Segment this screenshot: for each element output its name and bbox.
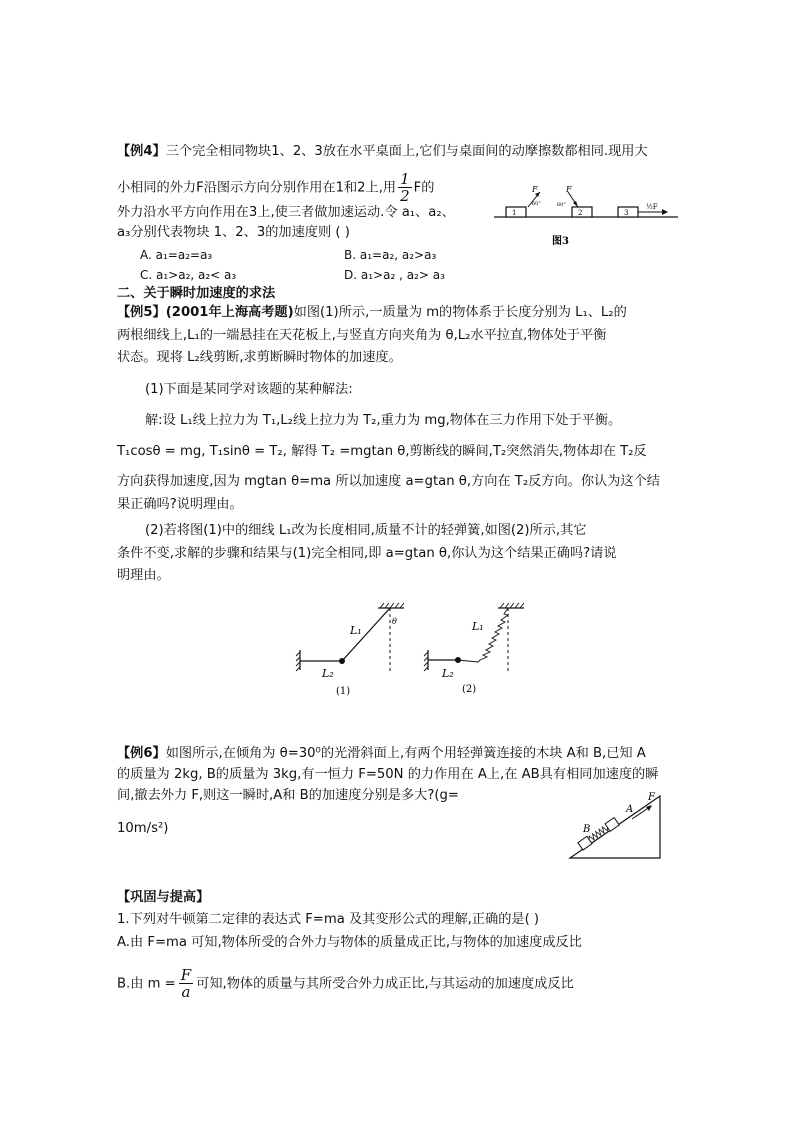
review-q1: 1.下列对牛顿第二定律的表达式 F=ma 及其变形公式的理解,正确的是( )	[117, 912, 540, 927]
force-label-2: F	[566, 185, 572, 194]
ex6-line1	[117, 745, 646, 763]
ex4-line4: a₃分别代表物块 1、2、3的加速度则 ( )	[117, 225, 350, 240]
review-frac-num: F	[180, 966, 192, 984]
ex4-tag: 【例4】	[117, 144, 166, 159]
label-B: B	[583, 824, 591, 835]
label-L2: L₂	[322, 667, 334, 680]
ex4-option-d: D. a₁>a₂ , a₂> a₃	[344, 268, 445, 282]
ex4-line2a: 小相同的外力F沿图示方向分别作用在1和2上,用	[117, 180, 397, 196]
ex4-option-a: A. a₁=a₂=a₃	[140, 248, 213, 262]
review-option-b-fraction	[179, 967, 193, 1000]
mass-1	[339, 658, 345, 664]
force-arrowhead-3	[662, 209, 668, 215]
ex4-line1	[117, 143, 648, 161]
review-frac-den: a	[181, 983, 191, 1001]
ex5-line3: 状态。现将 L₂线剪断,求剪断瞬时物体的加速度。	[117, 350, 402, 365]
review-option-b	[117, 967, 574, 1000]
ceiling-hatch-1	[380, 603, 404, 608]
label-L1b: L₁	[472, 620, 484, 633]
ex5-q3: 明理由。	[117, 568, 170, 583]
ex6-line1-text: 如图所示,在倾角为 θ=30⁰的光滑斜面上,有两个用轻弹簧连接的木块 A和 B,已知 A	[165, 746, 646, 761]
wall-hatch-1	[296, 652, 300, 671]
figure-caption: 图3	[552, 236, 569, 247]
force-label-1: F	[532, 185, 538, 194]
ex5-para5: 果正确吗?说明理由。	[117, 497, 243, 512]
force-label-3: ½F	[646, 203, 658, 211]
angle-label-2: 60°	[557, 202, 566, 208]
angle-label-1: 60°	[532, 201, 541, 207]
ex5-line1	[117, 304, 627, 322]
force-arrowhead-2	[573, 201, 578, 207]
ceiling-hatch-2	[500, 603, 524, 608]
review-option-b-post: 可知,物体的质量与其所受合外力成正比,与其运动的加速度成反比	[196, 976, 574, 992]
label-F: F	[648, 792, 655, 803]
ex5-para2: 解:设 L₁线上拉力为 T₁,L₂线上拉力为 T₂,重力为 mg,物体在三力作用下处于平衡。	[145, 413, 622, 428]
label-L2b: L₂	[442, 667, 454, 680]
ex4-frac-num: 1	[400, 170, 410, 188]
ex5-line2: 两根细线上,L₁的一端悬挂在天花板上,与竖直方向夹角为 θ,L₂水平拉直,物体处于平衡	[117, 328, 607, 343]
ex4-figure	[486, 180, 686, 252]
label-theta: θ	[392, 617, 397, 626]
ex4-line2b: F的	[413, 180, 435, 196]
ex6-figure	[566, 790, 666, 862]
ex5-q2: 条件不变,求解的步骤和结果与(1)完全相同,即 a=gtan θ,你认为这个结果正确吗?请说	[117, 546, 617, 561]
ex4-option-c: C. a₁>a₂, a₂< a₃	[140, 268, 237, 282]
ex5-source: (2001年上海高考题)	[165, 305, 294, 320]
ex4-line3: 外力沿水平方向作用在3上,使三者做加速运动.令 a₁、a₂、	[117, 205, 455, 220]
ex6-tag: 【例6】	[117, 746, 166, 761]
block-3-label: 3	[624, 209, 629, 217]
review-option-b-pre: B.由 m =	[117, 976, 176, 992]
ex5-para3: T₁cosθ = mg, T₁sinθ = T₂, 解得 T₂ =mgtan θ,剪断线的瞬间,T₂突然消失,物体却在 T₂反	[117, 444, 647, 459]
ex4-fraction	[398, 171, 412, 204]
review-title: 【巩固与提高】	[117, 890, 210, 905]
ex5-line1-text: 如图(1)所示,一质量为 m的物体系于长度分别为 L₁、L₂的	[293, 305, 627, 320]
ex6-line3: 间,撤去外力 F,则这一瞬时,A和 B的加速度分别是多大?(g=	[117, 788, 459, 803]
ex4-frac-den: 2	[400, 187, 410, 205]
ex4-line2	[117, 171, 434, 204]
ex5-para1: (1)下面是某同学对该题的某种解法:	[145, 382, 353, 397]
ex6-line4: 10m/s²)	[117, 821, 169, 836]
review-option-a: A.由 F=ma 可知,物体所受的合外力与物体的质量成正比,与物体的加速度成反比	[117, 935, 582, 950]
ex4-option-b: B. a₁=a₂, a₂>a₃	[344, 248, 437, 262]
mass-2	[455, 657, 461, 663]
block-2-label: 2	[578, 209, 583, 217]
block-1-label: 1	[512, 209, 517, 217]
figure-label-1: (1)	[336, 686, 351, 697]
ex5-figure	[290, 600, 530, 700]
ex6-line2: 的质量为 2kg, B的质量为 3kg,有一恒力 F=50N 的力作用在 A上,在 AB具有相同加速度的瞬	[117, 767, 659, 782]
label-L1: L₁	[350, 624, 362, 637]
ex5-q1: (2)若将图(1)中的细线 L₁改为长度相同,质量不计的轻弹簧,如图(2)所示,其它	[145, 523, 587, 538]
section-title: 二、关于瞬时加速度的求法	[117, 286, 276, 301]
ex5-tag: 【例5】	[117, 305, 166, 320]
spring-L1	[458, 608, 508, 662]
ex4-line1-text: 三个完全相同物块1、2、3放在水平桌面上,它们与桌面间的动摩擦数都相同.现用大	[165, 144, 648, 159]
ex5-para4: 方向获得加速度,因为 mgtan θ=ma 所以加速度 a=gtan θ,方向在 T₂反方向。你认为这个结	[117, 474, 660, 489]
label-A: A	[626, 804, 634, 815]
figure-label-2: (2)	[462, 684, 477, 695]
